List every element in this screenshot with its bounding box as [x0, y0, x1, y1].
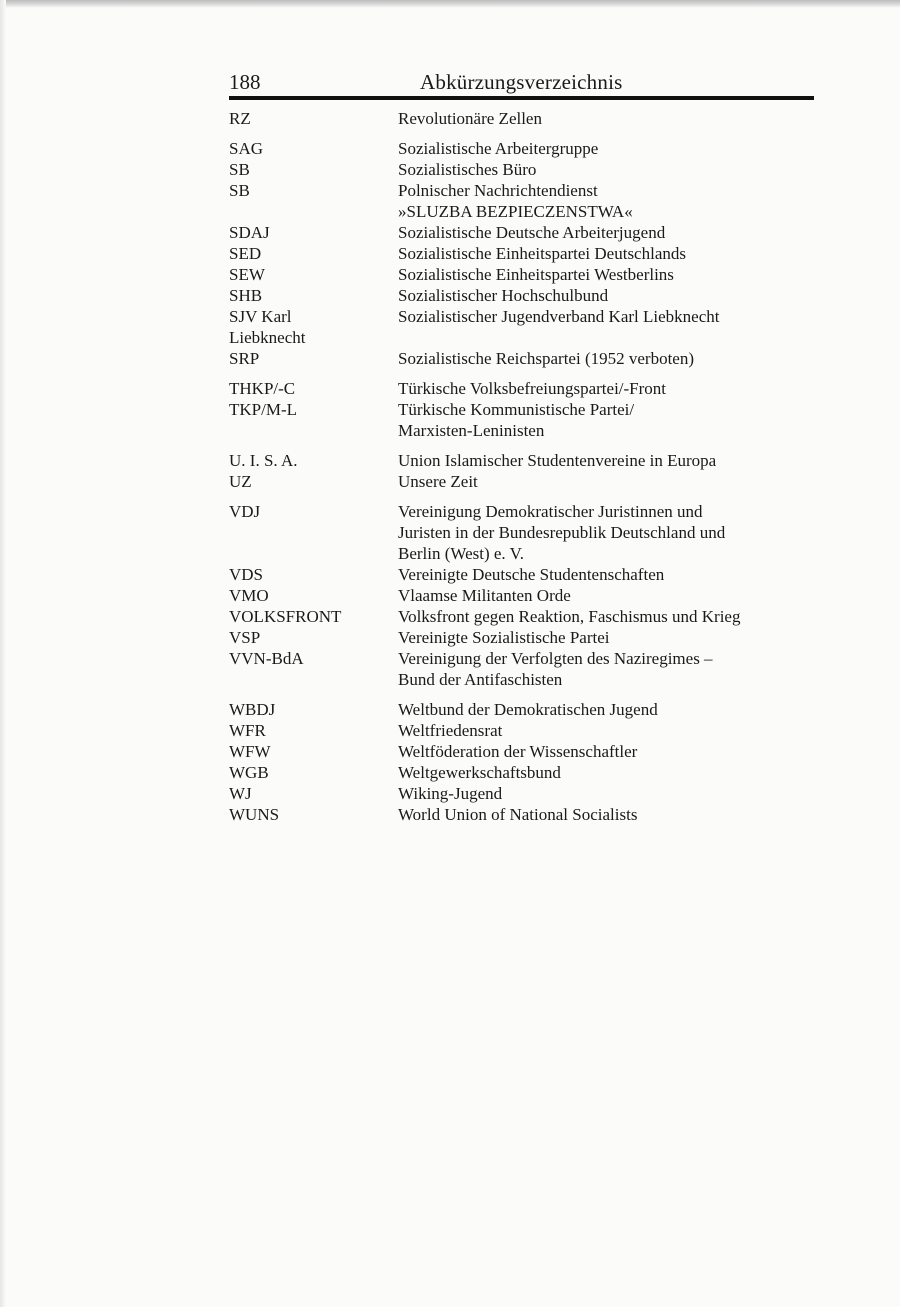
abbreviation-term-line: VSP — [229, 628, 261, 647]
abbreviation-entry — [229, 264, 814, 285]
abbreviation-entry — [229, 306, 814, 348]
abbreviation-term-line: SDAJ — [229, 223, 270, 242]
abbreviation-definition-line: Union Islamischer Studentenvereine in Europa — [398, 451, 717, 470]
abbreviation-term-line: SEW — [229, 265, 265, 284]
running-title: Abkürzungsverzeichnis — [420, 70, 623, 94]
abbreviation-entry — [229, 501, 814, 564]
abbreviation-term-line: SAG — [229, 139, 264, 158]
abbreviation-definition-line: Vlaamse Militanten Orde — [398, 586, 571, 605]
abbreviation-definition-line: Berlin (West) e. V. — [398, 544, 524, 563]
abbreviation-term — [229, 180, 398, 201]
abbreviation-definition — [398, 285, 814, 306]
abbreviation-term — [229, 222, 398, 243]
abbreviation-definition — [398, 399, 814, 441]
abbreviation-term — [229, 264, 398, 285]
abbreviation-definition — [398, 720, 814, 741]
abbreviation-definition-line: Sozialistische Reichspartei (1952 verboten) — [398, 349, 694, 368]
abbreviation-term — [229, 501, 398, 522]
abbreviation-definition-line: Türkische Kommunistische Partei/ — [398, 400, 635, 419]
abbreviation-definition-line: »SLUZBA BEZPIECZENSTWA« — [398, 202, 633, 221]
abbreviation-definition-line: Wiking-Jugend — [398, 784, 503, 803]
abbreviation-term-line: WUNS — [229, 805, 280, 824]
abbreviation-term-line: SB — [229, 160, 250, 179]
abbreviation-definition — [398, 348, 814, 369]
abbreviation-term-line: VOLKSFRONT — [229, 607, 342, 626]
abbreviation-definition-line: Juristen in der Bundesrepublik Deutschland und — [398, 523, 726, 542]
abbreviation-term — [229, 243, 398, 264]
abbreviation-definition-line: Sozialistischer Hochschulbund — [398, 286, 609, 305]
abbreviation-definition — [398, 243, 814, 264]
abbreviation-term — [229, 138, 398, 159]
abbreviation-term-line: THKP/-C — [229, 379, 296, 398]
abbreviation-definition-line: Weltfriedensrat — [398, 721, 503, 740]
abbreviation-entry — [229, 222, 814, 243]
page-header — [229, 68, 812, 98]
abbreviation-entry — [229, 159, 814, 180]
abbreviation-definition — [398, 564, 814, 585]
abbreviation-entry — [229, 762, 814, 783]
abbreviation-definition — [398, 606, 814, 627]
abbreviation-entry — [229, 564, 814, 585]
abbreviation-term — [229, 699, 398, 720]
abbreviation-entry — [229, 648, 814, 690]
abbreviation-term-line: Liebknecht — [229, 328, 306, 347]
abbreviation-entry — [229, 804, 814, 825]
abbreviation-term — [229, 348, 398, 369]
abbreviation-definition-line: World Union of National Socialists — [398, 805, 638, 824]
abbreviation-term-line: UZ — [229, 472, 252, 491]
abbreviation-term — [229, 762, 398, 783]
abbreviation-term-line: VMO — [229, 586, 269, 605]
abbreviation-term-line: WBDJ — [229, 700, 276, 719]
abbreviation-definition-line: Sozialistische Einheitspartei Deutschlands — [398, 244, 686, 263]
abbreviation-definition — [398, 159, 814, 180]
abbreviation-entry — [229, 720, 814, 741]
abbreviation-entry — [229, 471, 814, 492]
abbreviation-definition — [398, 741, 814, 762]
abbreviation-entry — [229, 783, 814, 804]
abbreviation-entry — [229, 699, 814, 720]
abbreviation-definition-line: Weltföderation der Wissenschaftler — [398, 742, 638, 761]
abbreviation-definition-line: Türkische Volksbefreiungspartei/-Front — [398, 379, 667, 398]
abbreviation-definition — [398, 138, 814, 159]
abbreviation-term-line: SED — [229, 244, 262, 263]
abbreviation-definition-line: Sozialistische Arbeitergruppe — [398, 139, 599, 158]
abbreviation-term-line: U. I. S. A. — [229, 451, 298, 470]
abbreviation-term-line: VVN-BdA — [229, 649, 304, 668]
abbreviation-definition — [398, 627, 814, 648]
abbreviation-definition — [398, 762, 814, 783]
abbreviation-entry — [229, 741, 814, 762]
abbreviation-entry — [229, 243, 814, 264]
abbreviation-entry — [229, 585, 814, 606]
abbreviation-definition — [398, 804, 814, 825]
abbreviation-definition-line: Sozialistische Einheitspartei Westberlins — [398, 265, 674, 284]
abbreviation-definition-line: Volksfront gegen Reaktion, Faschismus und Krieg — [398, 607, 741, 626]
abbreviation-term — [229, 783, 398, 804]
abbreviation-term — [229, 450, 398, 471]
abbreviation-definition-line: Sozialistische Deutsche Arbeiterjugend — [398, 223, 666, 242]
abbreviation-term-line: WJ — [229, 784, 252, 803]
abbreviation-term — [229, 741, 398, 762]
abbreviation-term — [229, 378, 398, 399]
page-number: 188 — [229, 70, 261, 94]
abbreviation-definition — [398, 264, 814, 285]
abbreviation-entry — [229, 108, 814, 129]
abbreviation-term — [229, 804, 398, 825]
abbreviation-term-line: WFW — [229, 742, 271, 761]
abbreviation-definition — [398, 108, 814, 129]
scan-edge-shadow — [0, 0, 900, 8]
abbreviation-definition — [398, 378, 814, 399]
abbreviation-definition — [398, 450, 814, 471]
abbreviation-term-line: SB — [229, 181, 250, 200]
abbreviation-definition-line: Sozialistischer Jugendverband Karl Liebknecht — [398, 307, 720, 326]
abbreviation-entry — [229, 378, 814, 399]
abbreviation-term-line: VDS — [229, 565, 264, 584]
abbreviation-definition — [398, 180, 814, 222]
abbreviation-term — [229, 606, 398, 627]
abbreviation-entry — [229, 627, 814, 648]
abbreviation-term-line: WFR — [229, 721, 266, 740]
abbreviation-term — [229, 399, 398, 420]
abbreviation-term — [229, 627, 398, 648]
abbreviation-definition-line: Marxisten-Leninisten — [398, 421, 545, 440]
abbreviation-term-line: SHB — [229, 286, 263, 305]
abbreviation-definition-line: Revolutionäre Zellen — [398, 109, 542, 128]
abbreviation-definition — [398, 306, 814, 327]
abbreviation-term-line: RZ — [229, 109, 251, 128]
abbreviation-entry — [229, 180, 814, 222]
abbreviation-definition-line: Weltgewerkschaftsbund — [398, 763, 561, 782]
abbreviation-definition — [398, 501, 814, 564]
abbreviation-term — [229, 720, 398, 741]
abbreviation-definition-line: Vereinigung der Verfolgten des Naziregimes – — [398, 649, 713, 668]
abbreviation-definition — [398, 648, 814, 690]
abbreviation-definition-line: Weltbund der Demokratischen Jugend — [398, 700, 658, 719]
abbreviation-definition — [398, 585, 814, 606]
abbreviation-list — [229, 108, 814, 825]
abbreviation-term — [229, 159, 398, 180]
abbreviation-term — [229, 306, 398, 348]
abbreviation-term-line: SRP — [229, 349, 260, 368]
abbreviation-entry — [229, 606, 814, 627]
abbreviation-term-line: SJV Karl — [229, 307, 292, 326]
scan-left-shadow — [0, 0, 6, 1307]
abbreviation-term — [229, 648, 398, 669]
abbreviation-definition-line: Bund der Antifaschisten — [398, 670, 563, 689]
abbreviation-entry — [229, 399, 814, 441]
abbreviation-definition-line: Vereinigte Deutsche Studentenschaften — [398, 565, 665, 584]
abbreviation-definition-line: Vereinigung Demokratischer Juristinnen und — [398, 502, 703, 521]
abbreviation-entry — [229, 285, 814, 306]
abbreviation-entry — [229, 450, 814, 471]
abbreviation-definition-line: Unsere Zeit — [398, 472, 478, 491]
abbreviation-definition — [398, 222, 814, 243]
abbreviation-term — [229, 585, 398, 606]
abbreviation-definition — [398, 699, 814, 720]
abbreviation-definition-line: Polnischer Nachrichtendienst — [398, 181, 598, 200]
abbreviation-definition-line: Vereinigte Sozialistische Partei — [398, 628, 610, 647]
abbreviation-term — [229, 471, 398, 492]
abbreviation-term-line: VDJ — [229, 502, 261, 521]
abbreviation-term — [229, 285, 398, 306]
abbreviation-definition-line: Sozialistisches Büro — [398, 160, 537, 179]
abbreviation-term-line: TKP/M-L — [229, 400, 297, 419]
abbreviation-term — [229, 108, 398, 129]
abbreviation-entry — [229, 138, 814, 159]
header-rule — [229, 96, 814, 100]
abbreviation-definition — [398, 783, 814, 804]
abbreviation-entry — [229, 348, 814, 369]
abbreviation-definition — [398, 471, 814, 492]
abbreviation-term-line: WGB — [229, 763, 269, 782]
abbreviation-term — [229, 564, 398, 585]
